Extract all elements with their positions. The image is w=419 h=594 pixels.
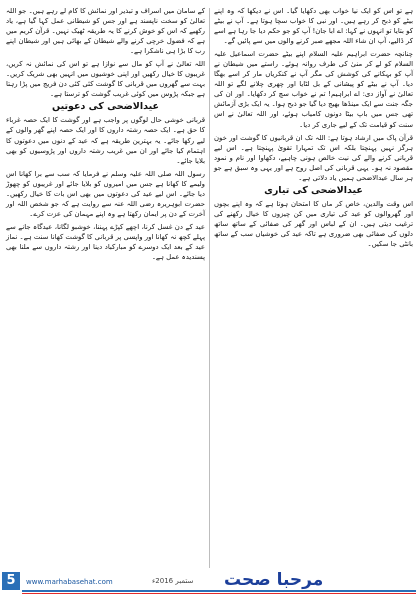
section-heading-invitations: عیدالاضحی کی دعوتیں [52, 101, 159, 113]
left-paragraph-3: قربانی خوشی حال لوگوں پر واجب ہے اور گوشت کا ایک حصہ غرباء کا حق ہے۔ ایک حصہ رشتہ داروں کا اور ایک حصہ اپنے گھر والوں کے لیے رکھا جائے۔ یہ بہترین طریقہ ہے کہ عید کے دنوں میں دعوتوں کا اہتمام کیا جائے اور ان میں غریب رشتہ داروں اور پڑوسیوں کو بھی بلایا جائے۔ [6, 116, 205, 165]
left-column [6, 6, 205, 262]
right-paragraph-3: قرآن پاک میں ارشاد ہوتا ہے: اللہ تک ان قربانیوں کا گوشت اور خون ہرگز نہیں پہنچتا بلکہ اس تک تمہارا تقویٰ پہنچتا ہے۔ اس لیے قربانی کرنے والے کی نیت خالص ہونی چاہیے، دکھاوا اور نام و نمود مقصود نہ ہو۔ یہی قربانی کی اصل روح ہے اور یہی وہ سبق ہے جو ہر سال عیدالاضحی ہمیں یاد دلاتی ہے۔ [214, 133, 413, 182]
column-divider [209, 8, 210, 568]
website-link[interactable]: www.marhabasehat.com [26, 578, 113, 586]
left-paragraph-2: اللہ تعالیٰ نے آپ کو مال سے نوازا ہے تو اس کی نمائش نہ کریں، غریبوں کا خیال رکھیں اور اپنی خوشیوں میں انہیں بھی شریک کریں۔ بہت سے گھروں میں قربانی کا گوشت کئی کئی دن فریج میں پڑا رہتا ہے جبکہ پڑوس میں کوئی غریب گوشت کو ترستا ہے۔ [6, 60, 205, 99]
magazine-logo: مرحبا صحت [224, 570, 324, 590]
left-paragraph-1: کے سامان میں اسراف و تبذیر اور نمائش کا کام لے رہے ہیں۔ جو اللہ تعالیٰ کو سخت ناپسند ہے اور جس کو شیطانی عمل کہا گیا ہے، یاد رکھیے کہ اس کو خوش کرنے کا یہ طریقہ ٹھیک نہیں۔ قرآن کریم میں ہے کہ فضول خرچی کرنے والے شیطان کے بھائی ہیں اور شیطان اپنے رب کا بڑا ہی ناشکرا ہے۔ [6, 7, 205, 56]
right-paragraph-4: اس وقت والدین، خاص کر ماں کا امتحان ہوتا ہے کہ وہ اپنے بچوں اور گھروالوں کو عید کی تیاری میں کن چیزوں کا خیال رکھنے کی ترغیب دیتی ہیں۔ ان کے لباس اور گھر کی صفائی کے ساتھ ساتھ دلوں کی صفائی بھی ضروری ہے تاکہ عید کی خوشیاں سب کے ساتھ بانٹی جا سکیں۔ [214, 199, 413, 248]
left-paragraph-4: رسول اللہ صلی اللہ علیہ وسلم نے فرمایا کہ سب سے برا کھانا اس ولیمے کا کھانا ہے جس میں امیروں کو بلایا جائے اور غریبوں کو چھوڑ دیا جائے۔ اس لیے عید کی دعوتوں میں بھی اس بات کا خیال رکھیں۔ حضرت ابوہریرہ رضی اللہ عنہ سے روایت ہے کہ جو شخص اللہ اور آخرت کے دن پر ایمان رکھتا ہے وہ اپنے مہمان کی عزت کرے۔ [6, 169, 205, 218]
right-paragraph-2: چنانچہ حضرت ابراہیم علیہ السلام اپنے بیٹے حضرت اسماعیل علیہ السلام کو لے کر منیٰ کی طرف روانہ ہوئے۔ راستے میں شیطان نے آپ کو بہکانے کی کوشش کی مگر آپ نے کنکریاں مار کر اسے بھگا دیا۔ آپ نے بیٹے کو پیشانی کے بل لٹایا اور چھری چلانے لگے تو اللہ تعالیٰ نے آواز دی: اے ابراہیم! تم نے خواب سچ کر دکھایا۔ اور ان کی جگہ جنت سے ایک مینڈھا بھیج دیا گیا جو ذبح ہوا۔ یہ ایک بڑی آزمائش تھی جس میں باپ بیٹا دونوں کامیاب ہوئے، اور اللہ تعالیٰ نے اس سنت کو قیامت تک کے لیے جاری کر دیا۔ [214, 50, 413, 129]
left-paragraph-5: عید کے دن غسل کرنا، اچھے کپڑے پہننا، خوشبو لگانا، عیدگاہ جانے سے پہلے کچھ نہ کھانا اور واپسی پر قربانی کا گوشت کھانا سنت ہے۔ نماز عید کے بعد ایک دوسرے کو مبارکباد دینا اور رشتہ داروں سے ملنا بھی پسندیدہ عمل ہے۔ [6, 222, 205, 262]
right-paragraph-1: ہے تو اس کو ایک نیا خواب بھی دکھایا گیا۔ اس نے دیکھا کہ وہ اپنے بیٹے کو ذبح کر رہے ہیں۔ اور نبی کا خواب سچا ہوتا ہے۔ آپ نے بیٹے کو بتایا تو انہوں نے کہا: اے ابا جان! آپ کو جو حکم دیا جا رہا ہے اسے کر ڈالیے، آپ ان شاء اللہ مجھے صبر کرنے والوں میں سے پائیں گے۔ [214, 7, 413, 46]
issue-date: ستمبر 2016ء [152, 577, 194, 585]
right-column [214, 6, 413, 249]
page-footer [0, 570, 419, 594]
footer-rule-blue [22, 590, 416, 592]
page-number: 5 [2, 572, 20, 590]
section-heading-preparation: عیدالاضحی کی تیاری [264, 184, 363, 196]
